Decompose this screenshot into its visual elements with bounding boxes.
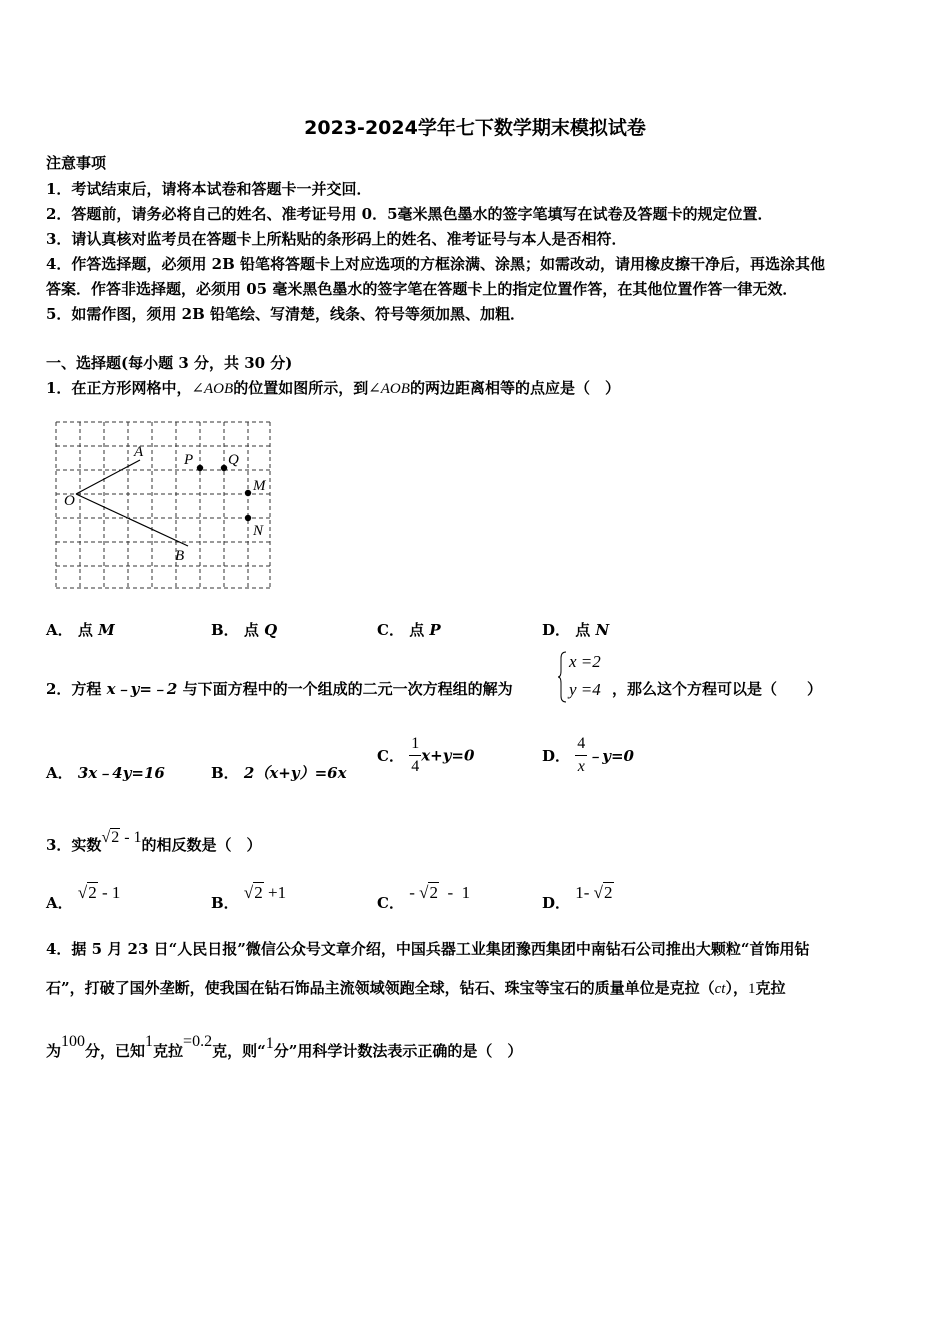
question-3-stem: 3．实数√2 - 1的相反数是（ ） [46, 829, 262, 854]
notice-item: 3．请认真核对监考员在答题卡上所粘贴的条形码上的姓名、准考证号与本人是否相符． [46, 230, 627, 248]
ray-ob [76, 494, 188, 546]
q3-option-c[interactable]: C． - √2 - 1 [377, 883, 471, 912]
label-a: A [134, 444, 144, 460]
notice-item: 答案．作答非选择题，必须用 05 毫米黑色墨水的签字笔在答题卡上的指定位置作答，在其他位置作答一律无效． [46, 280, 798, 298]
system-eq-1: x =2 [569, 652, 601, 671]
point-m [245, 490, 251, 496]
q1-option-d[interactable]: D． 点 N [542, 621, 610, 639]
question-2-suffix: ，那么这个方程可以是（ ） [612, 680, 823, 698]
angle-symbol: ∠AOB [368, 381, 410, 397]
label-m: M [253, 478, 266, 494]
equation: x﹣y=﹣2 [106, 680, 178, 698]
fraction: $\frac{4}{x}$ [577, 735, 586, 775]
label-n: N [253, 523, 264, 539]
label-b: B [175, 548, 185, 564]
label-o: O [64, 493, 75, 509]
q2-option-c[interactable]: C． $\frac{1}{4}$ x+y=0 [377, 735, 475, 775]
equation-system [557, 649, 609, 705]
brace-icon [557, 651, 567, 703]
grid-figure [54, 420, 274, 592]
q2-option-a[interactable]: A． 3x﹣4y=16 [46, 764, 165, 782]
point-p [197, 465, 203, 471]
question-4-line-3: 为100分，已知1克拉=0.2克，则“1分”用科学计数法表示正确的是（ ） [46, 1033, 523, 1060]
question-4-line-2: 石”，打破了国外垄断，使我国在钻石饰品主流领域领跑全球，钻石、珠宝等宝石的质量单位是克拉（ct），1克拉 [46, 979, 786, 997]
q1-option-c[interactable]: C． 点 P [377, 621, 441, 639]
notice-item: 4．作答选择题，必须用 2B 铅笔将答题卡上对应选项的方框涂满、涂黑；如需改动，请用橡皮擦干净后，再选涂其他 [46, 255, 826, 273]
grid-lines [56, 422, 270, 588]
label-p: P [184, 452, 194, 468]
q1-option-a[interactable]: A． 点 M [46, 621, 115, 639]
label-q: Q [228, 452, 239, 468]
notice-item: 2．答题前，请务必将自己的姓名、准考证号用 0．5毫米黑色墨水的签字笔填写在试卷及答题卡的规定位置． [46, 205, 773, 223]
q3-option-d[interactable]: D． 1- √2 [542, 883, 613, 912]
ray-oa [76, 460, 140, 494]
notice-heading: 注意事项 [46, 154, 107, 172]
page-title: 2023-2024学年七下数学期末模拟试卷 [304, 117, 646, 139]
question-4-line-1: 4．据 5 月 23 日“人民日报”微信公众号文章介绍，中国兵器工业集团豫西集团中南钻石公司推出大颗粒“首饰用钻 [46, 940, 810, 958]
question-2-stem: 2．方程 x﹣y=﹣2 与下面方程中的一个组成的二元一次方程组的解为 [46, 680, 513, 698]
point-n [245, 515, 251, 521]
q2-option-b[interactable]: B． 2（x+y）=6x [211, 764, 347, 782]
q1-option-b[interactable]: B． 点 Q [211, 621, 278, 639]
question-1-stem: 1．在正方形网格中，∠AOB的位置如图所示，到∠AOB的两边距离相等的点应是（ ） [46, 379, 620, 397]
q3-option-b[interactable]: B． √2 +1 [211, 883, 287, 912]
notice-item: 1．考试结束后，请将本试卷和答题卡一并交回． [46, 180, 372, 198]
q3-option-a[interactable]: A． √2 - 1 [46, 883, 121, 912]
fraction: $\frac{1}{4}$ [411, 735, 420, 775]
q2-option-d[interactable]: D． $\frac{4}{x}$ ﹣y=0 [542, 735, 634, 775]
point-q [221, 465, 227, 471]
notice-item: 5．如需作图，须用 2B 铅笔绘、写清楚，线条、符号等须加黑、加粗． [46, 305, 525, 323]
angle-symbol: ∠AOB [191, 381, 234, 397]
section-heading: 一、选择题(每小题 3 分，共 30 分) [46, 354, 293, 372]
system-eq-2: y =4 [569, 680, 601, 699]
